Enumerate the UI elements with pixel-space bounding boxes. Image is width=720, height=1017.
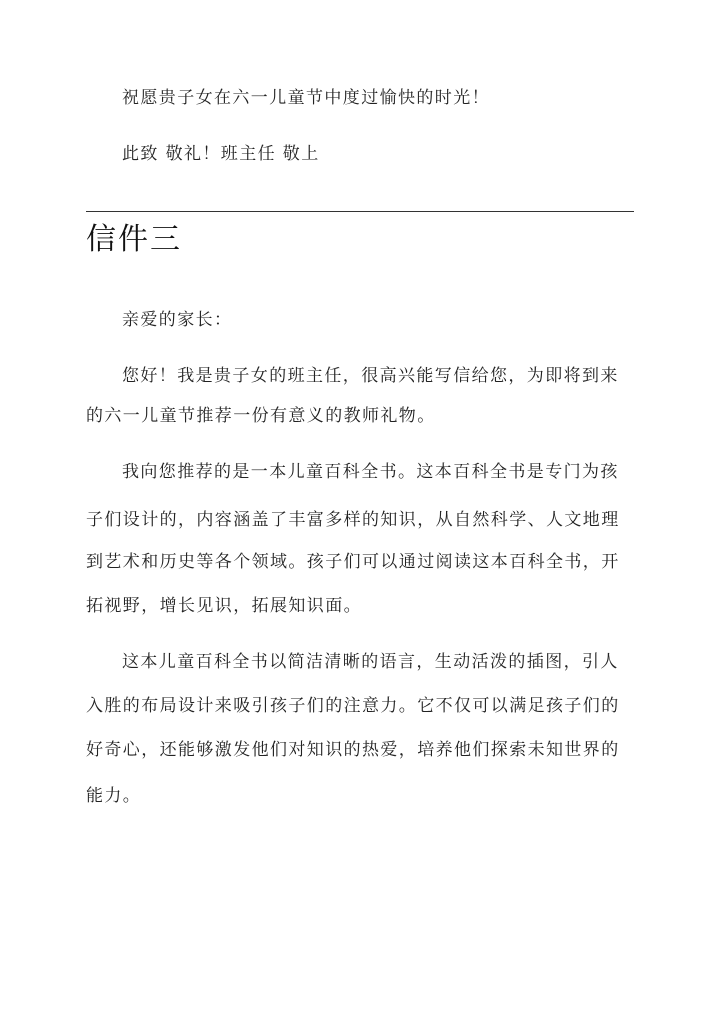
letter-salutation: 亲爱的家长： xyxy=(122,310,233,330)
paragraph-line: 这本儿童百科全书以简洁清晰的语言，生动活泼的插图，引人 xyxy=(122,652,619,672)
paragraph-line: 您好！我是贵子女的班主任，很高兴能写信给您，为即将到来 xyxy=(122,366,619,386)
previous-letter-wish: 祝愿贵子女在六一儿童节中度过愉快的时光！ xyxy=(122,88,490,108)
paragraph-line: 入胜的布局设计来吸引孩子们的注意力。它不仅可以满足孩子们的 xyxy=(86,696,620,716)
letter-title: 信件三 xyxy=(86,222,182,257)
paragraph-line: 到艺术和历史等各个领域。孩子们可以通过阅读这本百科全书，开 xyxy=(86,552,620,572)
paragraph-line: 我向您推荐的是一本儿童百科全书。这本百科全书是专门为孩 xyxy=(122,462,619,482)
paragraph-line: 能力。 xyxy=(86,786,142,806)
previous-letter-closing: 此致 敬礼！班主任 敬上 xyxy=(122,144,320,164)
paragraph-line: 子们设计的，内容涵盖了丰富多样的知识，从自然科学、人文地理 xyxy=(86,510,620,530)
paragraph-line: 的六一儿童节推荐一份有意义的教师礼物。 xyxy=(86,406,436,426)
paragraph-line: 拓视野，增长见识，拓展知识面。 xyxy=(86,596,362,616)
section-divider xyxy=(86,211,634,212)
paragraph-line: 好奇心，还能够激发他们对知识的热爱，培养他们探索未知世界的 xyxy=(86,740,620,760)
